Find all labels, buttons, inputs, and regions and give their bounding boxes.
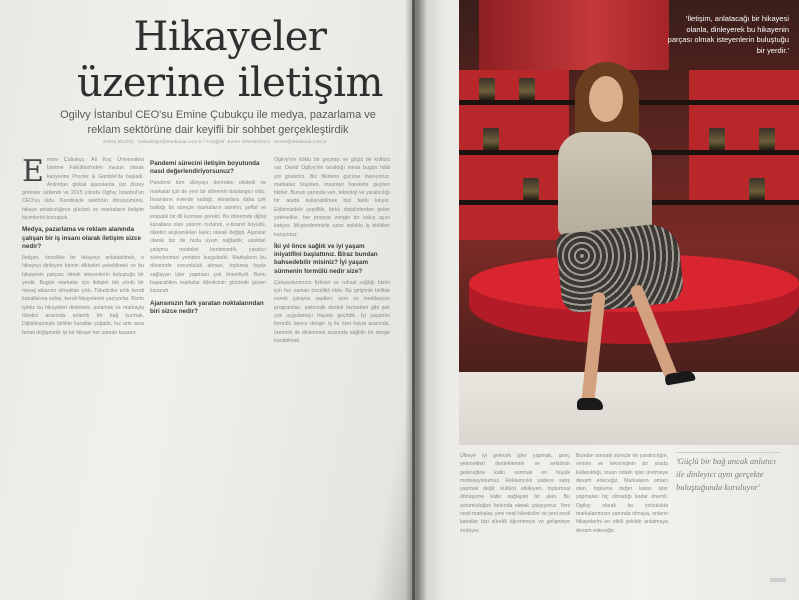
question-heading: Pandemi sürecini iletişim boyutunda nasıl değerlendiriyorsunuz? [150,160,260,176]
text-column-3 [274,156,390,596]
article-lede: Ogilvy İstanbul CEO'su Emine Çubukçu ile medya, pazarlama ve reklam sektörüne dair keyifli bir sohbet gerçekleştirdik [60,109,376,136]
floor [459,372,799,445]
intro-text: mine Çubukçu, Ali Koç Üniversitesi İşletme Fakültesi'nden mezun olarak kariyerine Procter & Gamble'da başladı. Ardından global ajanslarda üst düzey görevler üstlendi ve 2015 yılında Ogilvy İstanbul'un CEO'su oldu. Kendisiyle sektörün dönüşümünü, hikaye anlatıcılığının gücünü ve markaların iletişim biçimlerini konuştuk. [22,157,144,222]
article-title [70,14,390,106]
answer-text: Pandemi tüm dünyayı derinden etkiledi ve markalar için de yeni bir dönemin başlangıcı oldu. İnsanların evlerde kaldığı, ekranlara daha çok baktığı bir süreçte markaların samimi, şeffaf ve empatik bir dil kurması gerekti. Bu dönemde dijital kanallara olan yatırım hızlandı, e-ticaret büyüdü, tüketici alışkanlıkları kalıcı olarak değişti. Ajanslar olarak biz de hızla uyum sağladık; uzaktan çalışma modelini benimsedik, yaratıcı süreçlerimizi yeniden kurguladık. Markaların bu dönemde sorumluluk alması, topluma fayda sağlayan işler yapması çok önemliydi. Bunu başarabilen markalar tüketicinin gözünde güven kazandı. [150,180,266,295]
award-trophy [749,178,765,200]
answer-text: Bundan sonraki süreçte de yaratıcılığın, verinin ve teknolojinin bir arada kullanıldığı, insan odaklı işler üretmeye devam edeceğiz. Markaların amacı olan, topluma değer katan işler yapmaları hiç olmadığı kadar önemli. Ogilvy olarak bu yolculukta markalarımızın yanında olmaya, onların hikayelerini en etkili şekilde anlatmaya devam edeceğiz. [576,453,668,534]
award-trophy [483,128,499,150]
page-marker [770,578,786,582]
red-panel [689,70,799,200]
question-heading: İki yıl önce sağlık ve iyi yaşam iniyatifini başlattınız. Biraz bundan bahsedebilir misiniz? İyi yaşam sürmenin formülü nedir size? [274,242,378,275]
woman-skirt [555,222,685,314]
pull-quote: 'Güçlü bir bağ ancak anlatıcı ile dinleyici aynı gerçekte buluştuğunda kuruluyor' [676,452,780,494]
page-gutter [405,0,427,600]
title-line-2: üzerine iletişim [77,60,383,106]
award-trophy [519,78,535,100]
question-heading: Medya, pazarlama ve reklam alanında çalışan bir iş insanı olarak iletişim sizce nedir? [22,226,141,250]
award-trophy [709,128,725,150]
woman-face [589,76,623,122]
answer-text: Ogilvy'nin köklü bir geçmişi ve güçlü bir kültürü var. David Ogilvy'nin bıraktığı miras bugün hâlâ yol gösterici. Biz fikirlerin gücüne inanıyoruz; markaları büyüten, insanları harekete geçiren fikirler. Bunun yanında veri, teknoloji ve yaratıcılığı bir arada kullanabilmek bizi farklı kılıyor. Ekibimizdeki çeşitlilik, farklı disiplinlerden gelen yetenekler, her projeye zengin bir bakış açısı katıyor. Müşterilerimizle uzun soluklu iş birlikleri kuruyoruz. [274,157,390,238]
award-trophy [759,128,775,150]
red-panel [459,70,569,240]
answer-text: Ülkeye iyi gelecek işler yapmak, genç yetenekleri desteklemek ve sektörün geleceğine katkı sunmak en büyük motivasyonumuz. Reklamcılık sadece satış yapmak değil; kültürü etkileyen, toplumsal dönüşüme katkı sağlayan bir alan. Bu sorumluluğun farkında olarak çalışıyoruz. Yeni nesil markalar, yeni nesil tüketiciler ve yeni nesil kanallar bizi sürekli öğrenmeye ve gelişmeye zorluyor. [460,453,570,534]
award-trophy [479,78,495,100]
dropcap: E [22,156,44,189]
text-column-2 [150,156,266,596]
red-poster [479,0,669,70]
woman-shoe [577,398,603,410]
question-heading: Ajansınızın fark yaratan noktalarından biri sizce nedir? [150,299,264,315]
byline: Kübra BİLGİÇ · kubrabilgic@mediacat.com.tr / Fotoğraf: Evren SİNANOĞLU · evren@mediacat.com.tr [103,139,327,144]
answer-text: İletişim, öncelikle bir hikayeyi anlatabilmek, o hikayeyi dinleyen birinin dikkatini çekebilmek ve bu hikayenin parçası olmak isteyenlerin buluştuğu bir yerdir. Bugün markalar için iletişim tek yönlü bir mesaj aktarımı olmaktan çıktı. Tüketiciler artık kendi kanallarına sahip, kendi hikayelerini yazıyorlar. Bizim işimiz bu hikayeleri dinlemek, anlamak ve markayla tüketici arasında anlamlı bir bağ kurmak. Dijitalleşmeyle birlikte kanallar çoğaldı, hız arttı ama temel değişmedi: iyi bir hikaye her zaman kazanır. [22,254,144,336]
right-text-column-2 [576,452,668,592]
photo-quote: 'İletişim, anlatacağı bir hikayesi olanla, dinleyerek bu hikayenin parçası olmak isteyenlerin buluştuğu bir yerdir.' [667,14,789,55]
answer-text: Çalışanlarımızın fiziksel ve ruhsal sağlığı bizim için her zaman öncelikli oldu. Bu girişimle birlikte esnek çalışma saatleri, spor ve meditasyon programları, psikolojik destek hizmetleri gibi pek çok uygulamayı hayata geçirdik. İyi yaşamın formülü bence denge: iş ile özel hayat arasında, üretmek ile dinlenmek arasında sağlıklı bir denge kurabilmek. [274,279,390,344]
woman-blouse [558,132,652,236]
right-text-column-1 [460,452,570,592]
award-trophy [523,178,539,200]
title-line-1: Hikayeler [133,14,327,60]
text-column-1 [22,156,144,596]
portrait-photo [459,0,799,445]
